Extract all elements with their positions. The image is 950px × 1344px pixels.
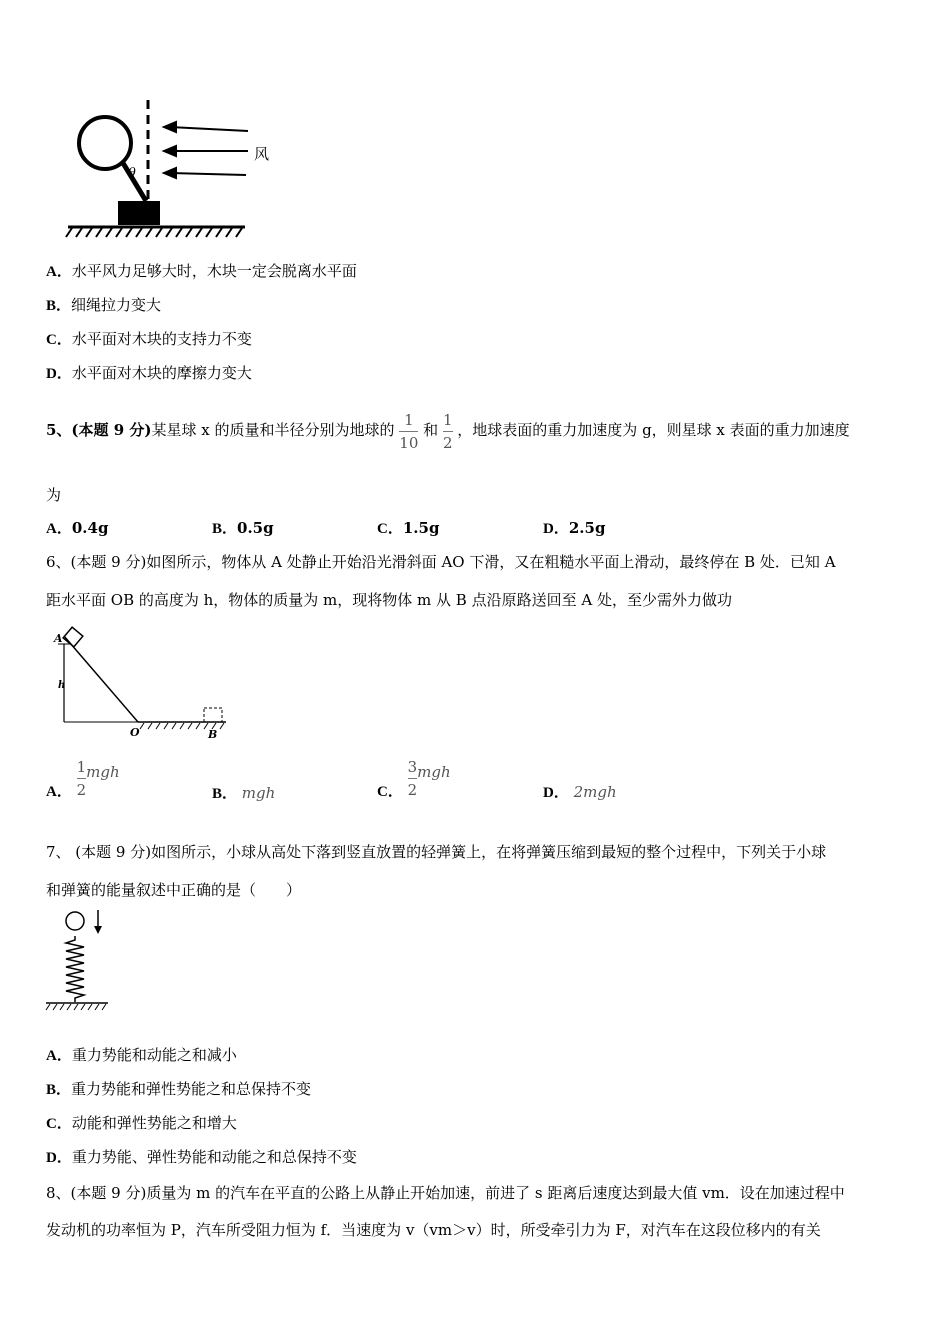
q6-option-b: B． mgh — [212, 784, 276, 802]
q8-stem-line1: 8、(本题 9 分)质量为 m 的汽车在平直的公路上从静止开始加速，前进了 s 距离后速度达到最大值 vm．设在加速过程中 — [46, 1184, 845, 1202]
wind-arrows — [164, 122, 248, 178]
q6-option-a: A． $\frac{1}{2}$ mgh — [46, 758, 120, 800]
incline-figure — [46, 628, 236, 743]
q8-stem-line2: 发动机的功率恒为 P，汽车所受阻力恒为 f．当速度为 v（vm＞v）时，所受牵引力为 F，对汽车在这段位移内的有关 — [46, 1221, 821, 1239]
q7-option-c: C．动能和弹性势能之和增大 — [46, 1114, 237, 1132]
label-h: h — [58, 680, 66, 691]
incline — [64, 636, 138, 722]
spring-figure — [44, 908, 114, 1013]
q5-option-b: B．0.5g — [212, 519, 274, 537]
fraction-1-2: $\frac{1}{2}$ — [442, 410, 453, 452]
label-o: O — [130, 726, 140, 739]
q6-stem-line2: 距水平面 OB 的高度为 h，物体的质量为 m，现将物体 m 从 B 点沿原路送回至 A 处，至少需外力做功 — [46, 591, 732, 609]
q4-option-d: D．水平面对木块的摩擦力变大 — [46, 364, 252, 382]
wind-ball-figure — [60, 95, 270, 245]
q7-option-d: D．重力势能、弹性势能和动能之和总保持不变 — [46, 1148, 357, 1166]
q7-option-a: A．重力势能和动能之和减小 — [46, 1046, 237, 1064]
q5-stem: 5、(本题 9 分)某星球 x 的质量和半径分别为地球的 $\frac{1}{10}$ 和 $\frac{1}{2}$ ，地球表面的重力加速度为 g，则星球 x 表面的重力加速度 — [46, 410, 850, 452]
q5-option-a: A．0.4g — [46, 519, 109, 537]
ball — [66, 912, 84, 930]
q7-stem-line2: 和弹簧的能量叙述中正确的是（ ） — [46, 881, 302, 899]
q6-option-d: D． 2mgh — [543, 783, 617, 801]
label-b: B — [208, 728, 218, 741]
q7-stem-line1: 7、 (本题 9 分)如图所示，小球从高处下落到竖直放置的轻弹簧上，在将弹簧压缩到最短的整个过程中，下列关于小球 — [46, 843, 827, 861]
block-b-dashed — [204, 708, 222, 722]
label-a: A — [54, 632, 63, 645]
theta-label: θ — [128, 166, 136, 181]
q5-option-c: C．1.5g — [377, 519, 440, 537]
q6-stem-line1: 6、(本题 9 分)如图所示，物体从 A 处静止开始沿光滑斜面 AO 下滑，又在粗糙水平面上滑动，最终停在 B 处．已知 A — [46, 553, 836, 571]
block — [118, 201, 160, 225]
spring — [66, 936, 84, 1002]
fraction-1-10: $\frac{1}{10}$ — [399, 410, 419, 452]
q4-option-b: B．细绳拉力变大 — [46, 296, 162, 314]
q4-option-a: A．水平风力足够大时，木块一定会脱离水平面 — [46, 262, 357, 280]
wind-label: 风 — [254, 145, 270, 163]
q5-option-d: D．2.5g — [543, 519, 606, 537]
q7-option-b: B．重力势能和弹性势能之和总保持不变 — [46, 1080, 312, 1098]
ball — [79, 117, 131, 169]
q5-stem-cont: 为 — [46, 486, 62, 504]
q6-option-c: C． $\frac{3}{2}$ mgh — [377, 758, 451, 800]
q4-option-c: C．水平面对木块的支持力不变 — [46, 330, 252, 348]
